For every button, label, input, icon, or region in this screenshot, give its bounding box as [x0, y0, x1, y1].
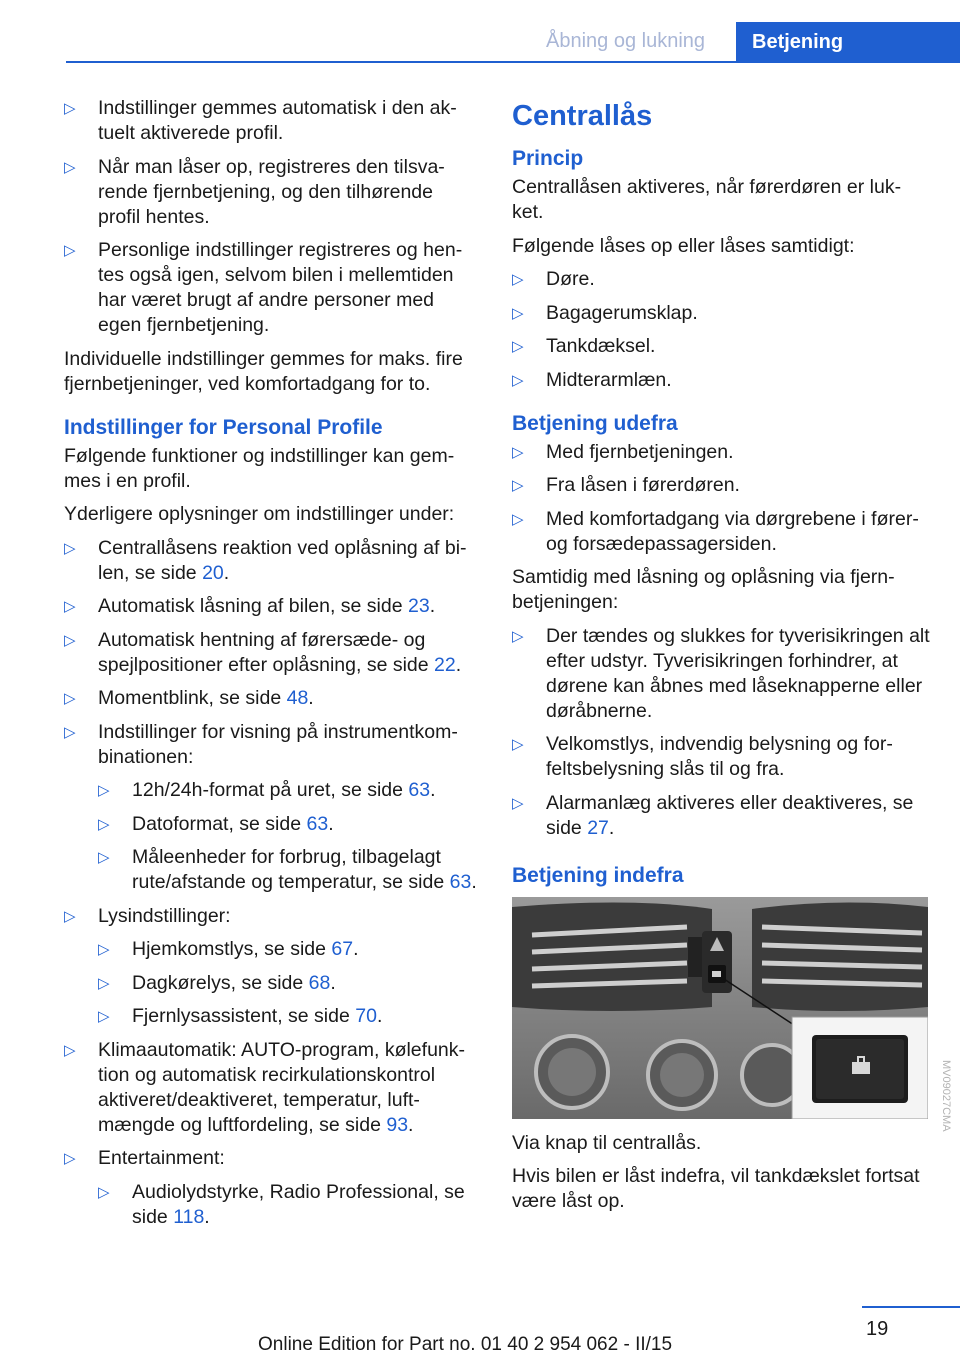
list-item: ▷ Bagagerumsklap. — [512, 301, 698, 324]
sub-list — [98, 937, 480, 1029]
page-link[interactable]: 63 — [306, 812, 329, 835]
list-item: ▷ Entertainment: — [64, 1147, 225, 1169]
section-heading: Betjening indefra — [512, 863, 684, 887]
image-caption: Via knap til centrallås. — [512, 1131, 702, 1154]
list-item: ▷ Alarmanlæg aktiveres eller deaktiveres, se side 27. — [512, 791, 914, 839]
paragraph: Hvis bilen er låst indefra, vil tankdækslet fortsat være låst op. — [512, 1165, 920, 1212]
list-item: ▷ Personlige indstillinger registreres og hen-tes også igen, selvom bilen i mellemtiden har været brugt af andre personer med egen fjernbetjening. — [64, 239, 463, 336]
bullet-triangle-icon: ▷ — [64, 631, 76, 649]
list-item: ▷ Døre. — [512, 268, 595, 290]
list-item: ▷ Lysindstillinger: — [64, 904, 231, 927]
page-link[interactable]: 20 — [202, 561, 224, 584]
page-link[interactable]: 23 — [408, 595, 430, 617]
list-item: ▷ Centrallåsens reaktion ved oplåsning af bi-len, se side 20. — [64, 536, 467, 584]
dashboard-illustration — [512, 897, 928, 1119]
list-item: ▷ Dagkørelys, se side 68. — [98, 971, 336, 994]
list-item: ▷ Tankdæksel. — [512, 335, 656, 357]
page-link[interactable]: 93 — [386, 1113, 409, 1136]
bullet-triangle-icon: ▷ — [98, 1183, 110, 1201]
page-link[interactable]: 22 — [434, 653, 456, 676]
bullet-triangle-icon: ▷ — [512, 443, 524, 461]
bullet-triangle-icon: ▷ — [512, 371, 524, 389]
section-heading: Princip — [512, 147, 584, 170]
sub-list — [98, 778, 480, 895]
list-item: ▷ Måleenheder for forbrug, tilbagelagt rute/afstande og temperatur, se side 63. — [98, 846, 477, 893]
list-item: ▷ Datoformat, se side 63. — [98, 812, 334, 835]
paragraph: Samtidig med låsning og oplåsning via fjern-betjeningen: — [512, 566, 895, 613]
bullet-triangle-icon: ▷ — [512, 338, 524, 355]
paragraph: Følgende funktioner og indstillinger kan gem-mes i en profil. — [64, 444, 455, 492]
bullet-triangle-icon: ▷ — [64, 598, 76, 615]
list-item: ▷ Audiolydstyrke, Radio Professional, se side 118. — [98, 1180, 465, 1228]
header-section-label: Åbning og lukning — [546, 30, 706, 52]
bullet-triangle-icon: ▷ — [98, 974, 110, 992]
bullet-triangle-icon: ▷ — [64, 100, 76, 117]
list-item: ▷ Automatisk låsning af bilen, se side 23. — [64, 595, 436, 617]
footer-rule — [862, 1306, 960, 1308]
bullet-triangle-icon: ▷ — [512, 304, 524, 322]
bullet-triangle-icon: ▷ — [512, 510, 524, 528]
page-number: 19 — [866, 1318, 889, 1340]
list-item: ▷ Velkomstlys, indvendig belysning og for-feltsbelysning slås til og fra. — [512, 733, 893, 780]
bullet-triangle-icon: ▷ — [98, 1008, 110, 1025]
section-heading: Indstillinger for Personal Profile — [64, 415, 383, 439]
list-item: ▷ Klimaautomatik: AUTO-program, kølefunk-tion og automatisk recirkulationskontrol aktiveret/deaktiveret, temperatur, luft-mængde og luftfordeling, se side 93. — [64, 1038, 466, 1136]
page-link[interactable]: 70 — [355, 1005, 377, 1027]
list-item: ▷ Hjemkomstlys, se side 67. — [98, 938, 359, 960]
section-heading: Betjening udefra — [512, 411, 678, 435]
list-item: ▷ 12h/24h-format på uret, se side 63. — [98, 779, 436, 801]
bullet-triangle-icon: ▷ — [64, 1041, 76, 1059]
paragraph: Centrallåsen aktiveres, når førerdøren er luk-ket. — [512, 176, 902, 223]
bullet-triangle-icon: ▷ — [64, 539, 76, 557]
bullet-triangle-icon: ▷ — [512, 736, 524, 753]
bullet-triangle-icon: ▷ — [512, 477, 524, 494]
chapter-title: Centrallås — [512, 100, 653, 132]
bullet-triangle-icon: ▷ — [64, 242, 76, 259]
bullet-triangle-icon: ▷ — [64, 723, 76, 741]
list-item: ▷ Når man låser op, registreres den tilsva-rende fjernbetjening, og den tilhørende profil hentes. — [64, 155, 445, 228]
bullet-triangle-icon: ▷ — [98, 849, 110, 866]
list-item: ▷ Fjernlysassistent, se side 70. — [98, 1005, 383, 1027]
header-rule — [66, 61, 960, 63]
list-item: ▷ Automatisk hentning af førersæde- og spejlpositioner efter oplåsning, se side 22. — [64, 628, 462, 676]
bullet-triangle-icon: ▷ — [64, 1150, 76, 1167]
left-column — [64, 96, 480, 1238]
list-item: ▷ Momentblink, se side 48. — [64, 687, 314, 709]
paragraph: Følgende låses op eller låses samtidigt: — [512, 234, 855, 257]
central-lock-button-photo — [512, 897, 928, 1119]
image-reference-code: MV09027CMA — [940, 1060, 952, 1132]
page-header — [0, 0, 960, 62]
edition-note: Online Edition for Part no. 01 40 2 954 062 - II/15 — [258, 1334, 673, 1355]
page-link[interactable]: 68 — [308, 971, 331, 994]
page-link[interactable]: 48 — [286, 687, 309, 709]
list-item: ▷ Indstillinger for visning på instrumentkom-binationen: — [64, 720, 458, 768]
sub-list — [98, 1180, 480, 1230]
paragraph: Individuelle indstillinger gemmes for maks. fire fjernbetjeninger, ved komfortadgang for to. — [64, 347, 463, 395]
bullet-triangle-icon: ▷ — [512, 794, 524, 812]
list-item: ▷ Fra låsen i førerdøren. — [512, 474, 740, 496]
paragraph: Yderligere oplysninger om indstillinger under: — [64, 503, 455, 525]
list-item: ▷ Indstillinger gemmes automatisk i den ak-tuelt aktiverede profil. — [64, 97, 457, 144]
list-item: ▷ Der tændes og slukkes for tyverisikringen alt efter udstyr. Tyverisikringen forhindrer, at dørene kan åbnes med låseknapperne eller døråbnerne. — [512, 624, 930, 722]
bullet-triangle-icon: ▷ — [64, 158, 76, 176]
bullet-triangle-icon: ▷ — [64, 690, 76, 707]
list-item: ▷ Med fjernbetjeningen. — [512, 440, 734, 463]
bullet-triangle-icon: ▷ — [98, 941, 110, 958]
list-item: ▷ Midterarmlæn. — [512, 368, 672, 391]
bullet-triangle-icon: ▷ — [512, 271, 524, 288]
header-tab-label: Betjening — [736, 22, 960, 62]
page-link[interactable]: 27 — [587, 816, 609, 839]
page-link[interactable]: 118 — [173, 1205, 205, 1228]
page-link[interactable]: 63 — [449, 871, 472, 893]
right-column — [512, 96, 932, 1223]
page-link[interactable]: 63 — [408, 779, 431, 801]
bullet-triangle-icon: ▷ — [98, 782, 110, 799]
list-item: ▷ Med komfortadgang via dørgrebene i fører-og forsædepassagersiden. — [512, 507, 919, 555]
bullet-triangle-icon: ▷ — [98, 815, 110, 833]
bullet-triangle-icon: ▷ — [512, 627, 524, 645]
page-link[interactable]: 67 — [331, 938, 354, 960]
bullet-triangle-icon: ▷ — [64, 907, 76, 925]
